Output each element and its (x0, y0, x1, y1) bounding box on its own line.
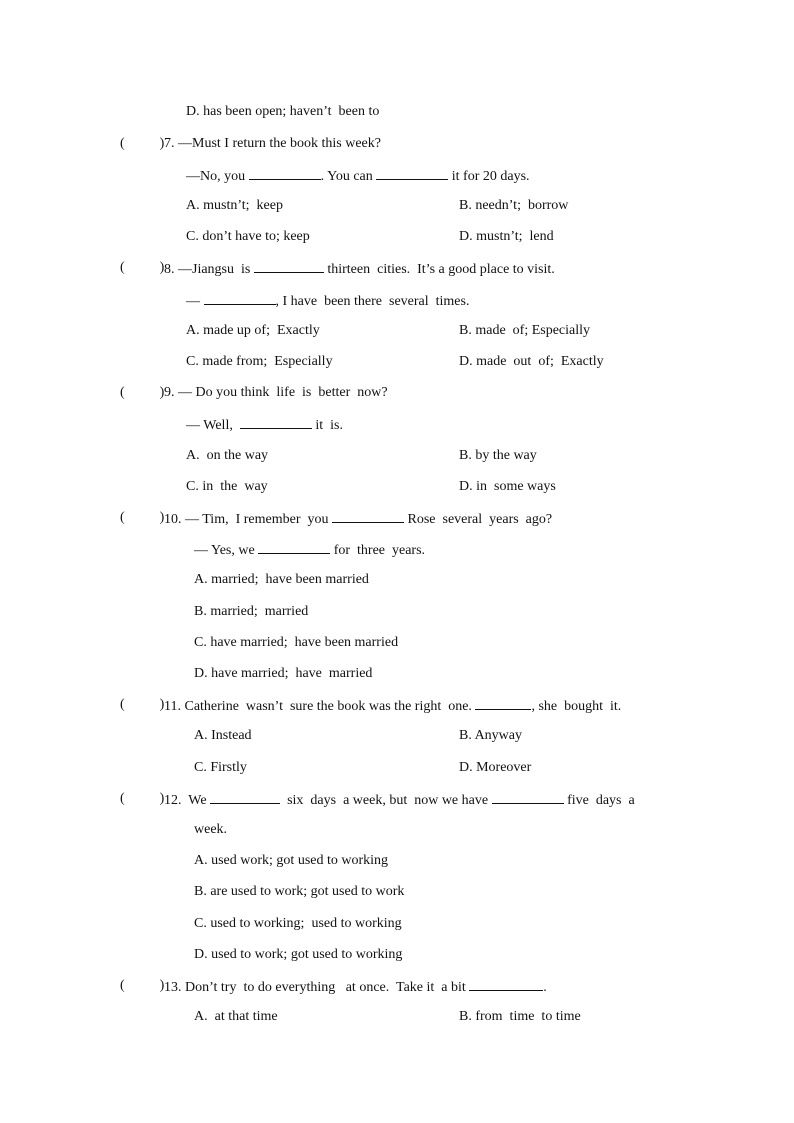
question-11-stem (164, 696, 621, 716)
question-13-stem (164, 977, 547, 997)
q11-option-c[interactable]: C. Firstly (194, 760, 247, 775)
q10-stem-part-b: Rose several years ago? (404, 512, 553, 527)
q8-option-b[interactable]: B. made of; Especially (459, 323, 591, 338)
question-9-line2 (186, 415, 343, 435)
q10-line2-part-b: for three years. (330, 543, 426, 558)
prev-option-d: D. has been open; haven’t been to (186, 104, 380, 119)
q8-stem-part-a: 8. —Jiangsu is (164, 262, 254, 277)
answer-paren-q8[interactable]: ( ) (120, 260, 165, 275)
q11-option-b[interactable]: B. Anyway (459, 728, 522, 743)
answer-paren-q7[interactable]: ( ) (120, 136, 165, 151)
q9-option-a[interactable]: A. on the way (186, 448, 269, 463)
q13-option-b[interactable]: B. from time to time (459, 1009, 581, 1024)
q11-option-d[interactable]: D. Moreover (459, 760, 532, 775)
answer-paren-q10[interactable]: ( ) (120, 510, 165, 525)
q7-line2-part-c: it for 20 days. (448, 169, 530, 184)
blank-q7-1[interactable] (249, 166, 321, 180)
blank-q10-1[interactable] (332, 509, 404, 523)
question-8-line2 (186, 291, 469, 311)
q12-option-d[interactable]: D. used to work; got used to working (194, 947, 403, 962)
blank-q12-2[interactable] (492, 790, 564, 804)
answer-paren-q12[interactable]: ( ) (120, 791, 165, 806)
q9-line2-part-b: it is. (311, 418, 343, 433)
q10-line2-part-a: — Yes, we (194, 543, 259, 558)
q13-stem-part-a: 13. Don’t try to do everything at once. Take it a bit (164, 980, 470, 995)
q7-option-c[interactable]: C. don’t have to; keep (186, 229, 310, 244)
blank-q11-1[interactable] (475, 696, 531, 710)
q7-option-d[interactable]: D. mustn’t; lend (459, 229, 554, 244)
question-9-stem: 9. — Do you think life is better now? (164, 385, 388, 400)
q9-option-c[interactable]: C. in the way (186, 479, 268, 494)
blank-q7-2[interactable] (376, 166, 448, 180)
q13-stem-part-b: . (543, 980, 547, 995)
question-8-stem (164, 259, 555, 279)
answer-paren-q9[interactable]: ( ) (120, 385, 165, 400)
q11-stem-part-a: 11. Catherine wasn’t sure the book was the right one. (164, 699, 476, 714)
q8-option-a[interactable]: A. made up of; Exactly (186, 323, 320, 338)
question-12-stem-continuation: week. (194, 822, 228, 837)
question-12-stem (164, 790, 635, 810)
question-10-line2 (194, 540, 425, 560)
question-10-stem (164, 509, 552, 529)
question-7-stem: 7. —Must I return the book this week? (164, 136, 381, 151)
q7-line2-part-b: . You can (320, 169, 377, 184)
q10-stem-part-a: 10. — Tim, I remember you (164, 512, 332, 527)
q7-line2-part-a: —No, you (186, 169, 249, 184)
q10-option-c[interactable]: C. have married; have been married (194, 635, 399, 650)
q8-line2-part-a: — (186, 294, 204, 309)
q12-option-a[interactable]: A. used work; got used to working (194, 853, 389, 868)
question-7-line2 (186, 166, 530, 186)
q10-option-a[interactable]: A. married; have been married (194, 572, 369, 587)
q12-option-b[interactable]: B. are used to work; got used to work (194, 884, 405, 899)
q12-stem-part-c: five days a (563, 793, 635, 808)
q11-stem-part-b: , she bought it. (531, 699, 622, 714)
q7-option-b[interactable]: B. needn’t; borrow (459, 198, 569, 213)
q11-option-a[interactable]: A. Instead (194, 728, 252, 743)
blank-q9-1[interactable] (240, 415, 312, 429)
q9-line2-part-a: — Well, (186, 418, 240, 433)
q7-option-a[interactable]: A. mustn’t; keep (186, 198, 283, 213)
q10-option-d[interactable]: D. have married; have married (194, 666, 373, 681)
q8-stem-part-b: thirteen cities. It’s a good place to visit. (323, 262, 555, 277)
q12-stem-part-a: 12. We (164, 793, 211, 808)
answer-paren-q13[interactable]: ( ) (120, 978, 165, 993)
q8-line2-part-b: , I have been there several times. (275, 294, 470, 309)
blank-q13-1[interactable] (469, 977, 543, 991)
q9-option-d[interactable]: D. in some ways (459, 479, 556, 494)
q8-option-d[interactable]: D. made out of; Exactly (459, 354, 604, 369)
answer-paren-q11[interactable]: ( ) (120, 697, 165, 712)
q9-option-b[interactable]: B. by the way (459, 448, 537, 463)
blank-q8-2[interactable] (204, 291, 276, 305)
q13-option-a[interactable]: A. at that time (194, 1009, 278, 1024)
q10-option-b[interactable]: B. married; married (194, 604, 309, 619)
q8-option-c[interactable]: C. made from; Especially (186, 354, 333, 369)
blank-q10-2[interactable] (258, 540, 330, 554)
q12-stem-part-b: six days a week, but now we have (280, 793, 492, 808)
blank-q8-1[interactable] (254, 259, 324, 273)
q12-option-c[interactable]: C. used to working; used to working (194, 916, 402, 931)
blank-q12-1[interactable] (210, 790, 280, 804)
